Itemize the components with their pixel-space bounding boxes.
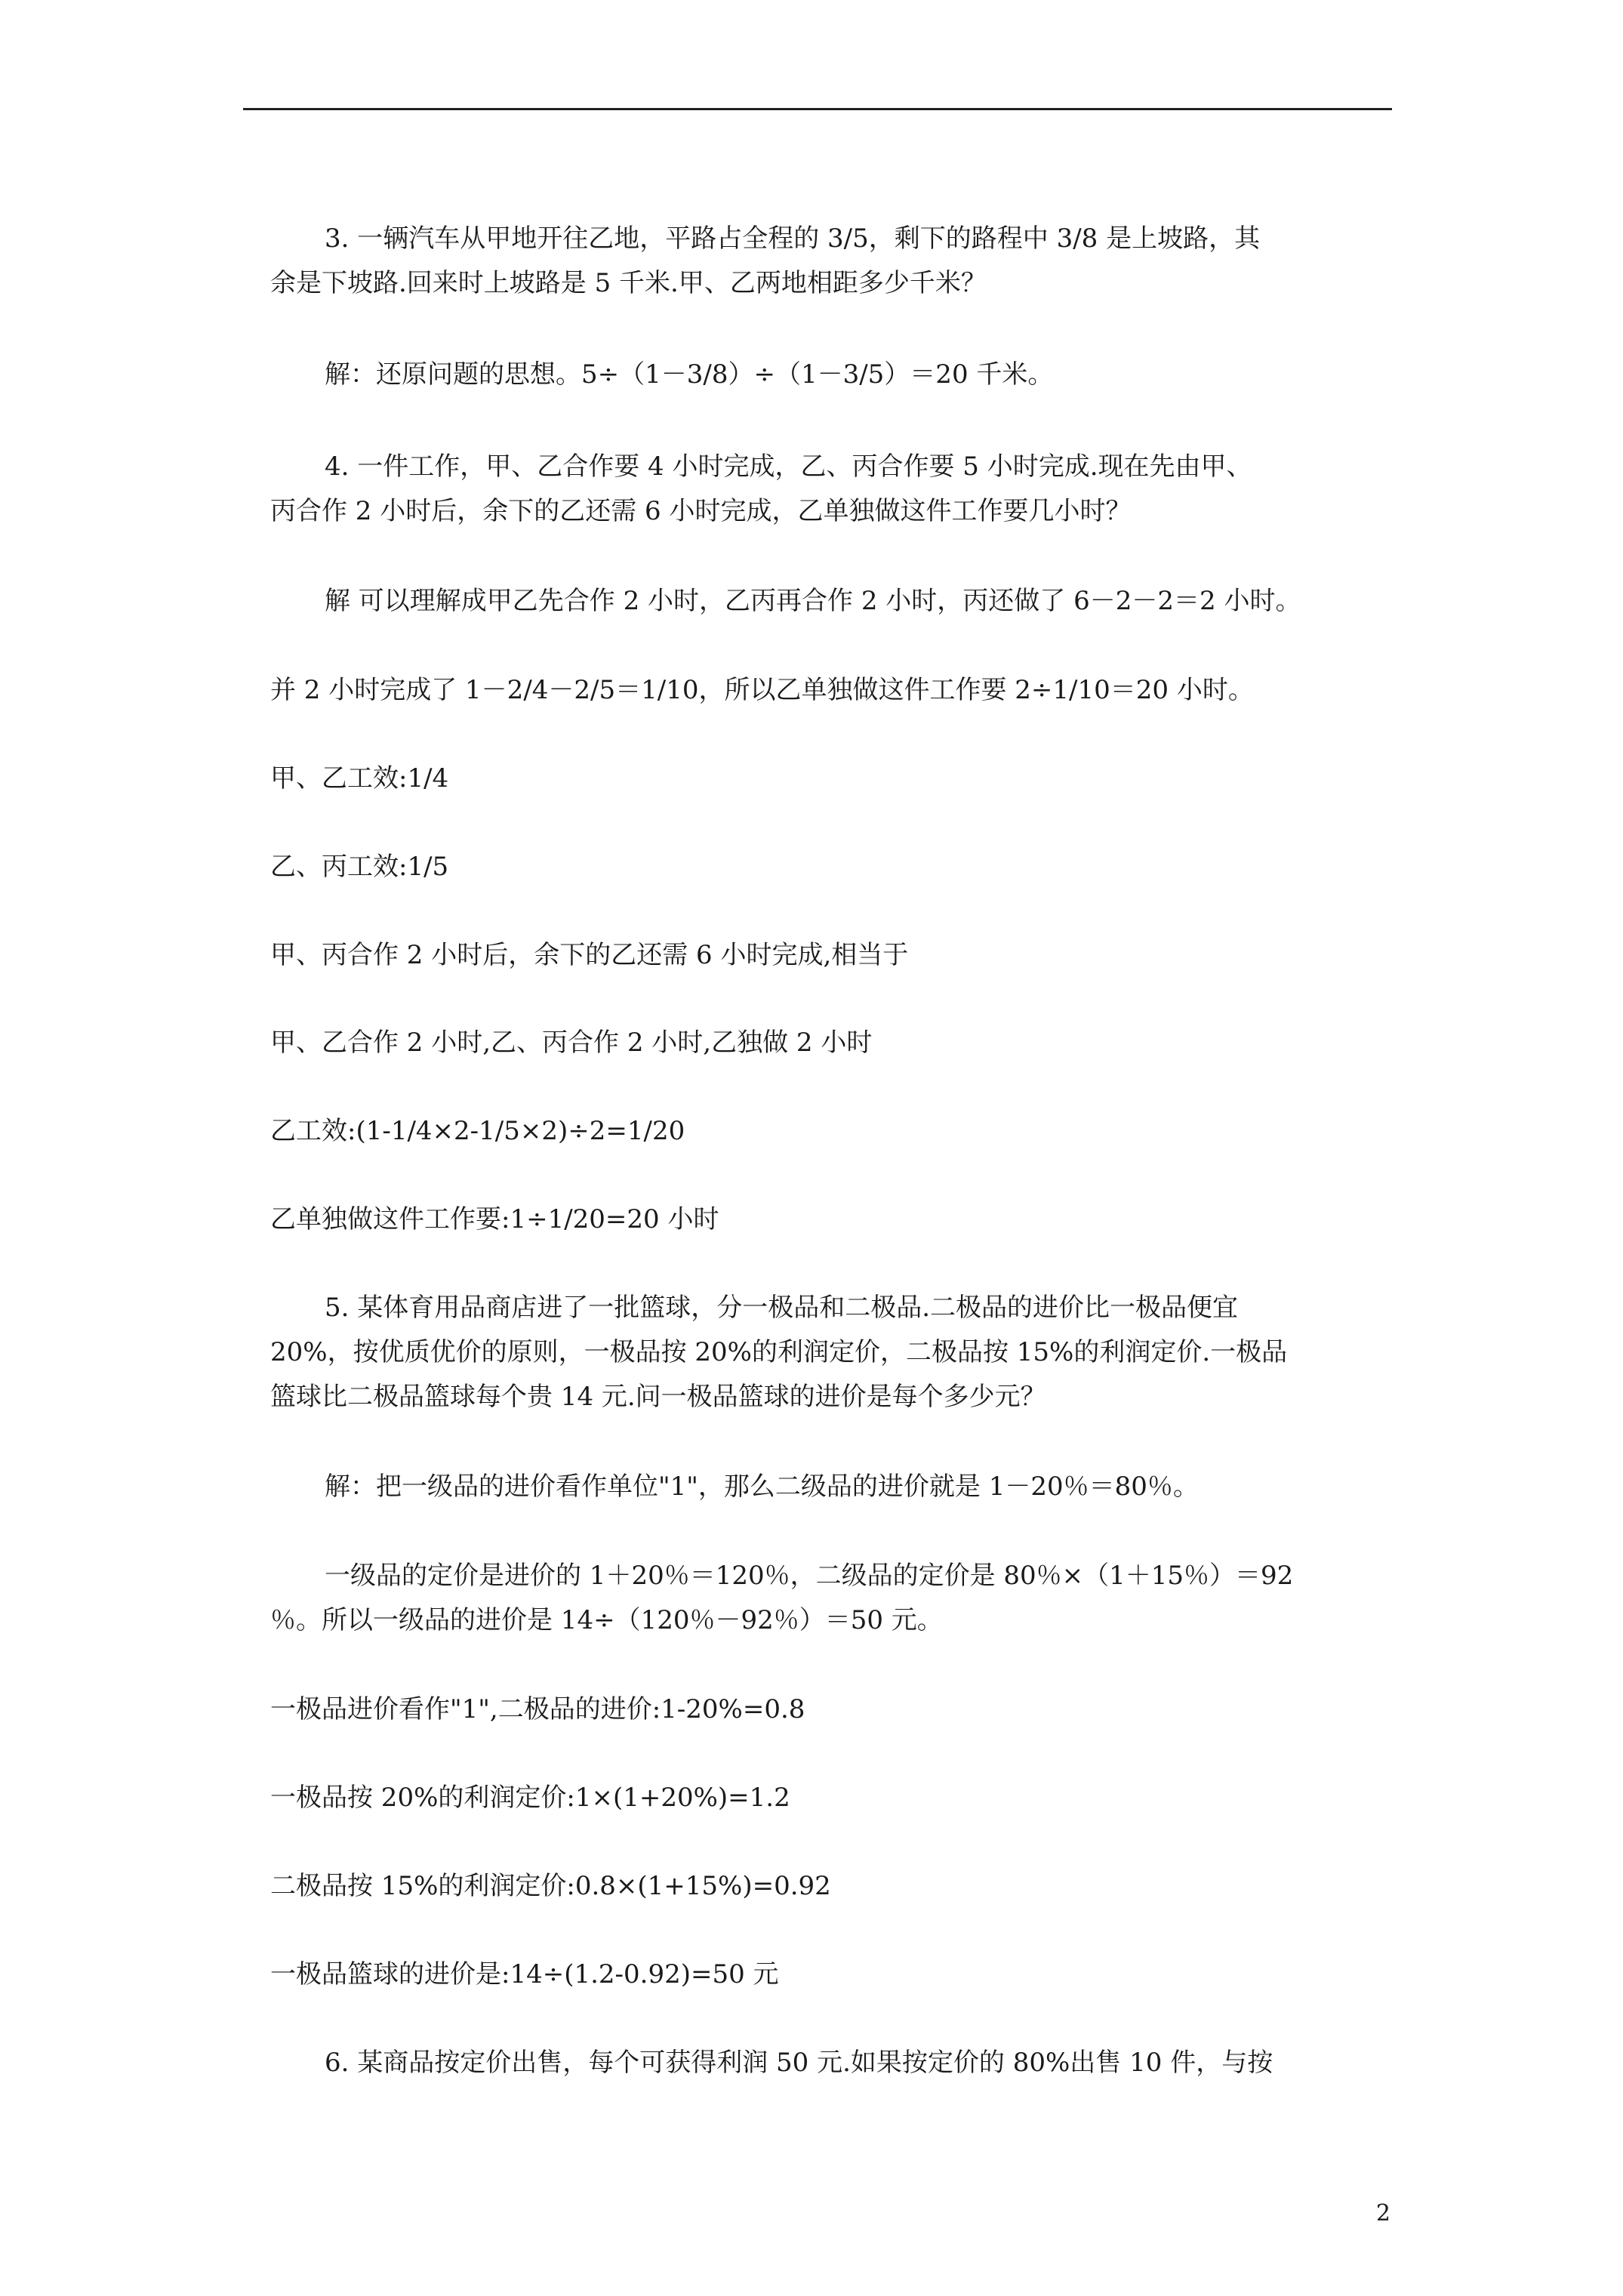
solution-5-step-3-text: 二极品按 15%的利润定价:0.8×(1+15%)=0.92 [270,1871,831,1901]
solution-4-line-1: 解 可以理解成甲乙先合作 2 小时，乙丙再合作 2 小时，丙还做了 6－2－2＝2 小时。 [325,586,1301,616]
solution-4-line-2: 并 2 小时完成了 1－2/4－2/5＝1/10，所以乙单独做这件工作要 2÷1/10＝20 小时。 [270,675,1254,705]
problem-5-line-2: 20%，按优质优价的原则，一极品按 20%的利润定价，二极品按 15%的利润定价.一极品 [270,1337,1288,1367]
solution-5-part-2-line-2: ％。所以一级品的进价是 14÷（120％－92％）＝50 元。 [270,1605,943,1635]
solution-4-step-2 [270,845,1380,889]
header-rule [243,108,1392,110]
problem-6-line-1: 6. 某商品按定价出售，每个可获得利润 50 元.如果按定价的 80%出售 10 件，与按 [325,2048,1273,2078]
solution-4-step-4 [270,1021,1380,1065]
solution-5-step-4-text: 一极品篮球的进价是:14÷(1.2-0.92)=50 元 [270,1959,779,1989]
page-number: 2 [1375,2200,1390,2227]
solution-4-step-6 [270,1197,1380,1242]
solution-4 [325,579,1434,624]
solution-4-step-3-text: 甲、丙合作 2 小时后，余下的乙还需 6 小时完成,相当于 [270,940,909,970]
solution-4-step-5-text: 乙工效:(1-1/4×2-1/5×2)÷2=1/20 [270,1116,685,1146]
problem-3-continued [270,261,1380,306]
solution-4-step-3 [270,933,1380,978]
solution-4-step-5 [270,1109,1380,1154]
solution-4-step-2-text: 乙、丙工效:1/5 [270,852,449,882]
problem-5-line-1: 5. 某体育用品商店进了一批篮球，分一极品和二极品.二极品的进价比一极品便宜 [325,1293,1239,1323]
solution-5-step-1-text: 一极品进价看作"1",二极品的进价:1-20%=0.8 [270,1694,805,1724]
problem-3-line-2: 余是下坡路.回来时上坡路是 5 千米.甲、乙两地相距多少千米？ [270,268,987,298]
problem-5 [325,1286,1434,1330]
problem-5-line-3: 篮球比二极品篮球每个贵 14 元.问一极品篮球的进价是每个多少元？ [270,1382,1046,1412]
solution-5-part-2 [325,1554,1434,1598]
solution-3 [325,353,1434,397]
problem-5-continued [270,1330,1380,1419]
problem-4-line-1: 4. 一件工作，甲、乙合作要 4 小时完成，乙、丙合作要 5 小时完成.现在先由甲、 [325,451,1252,482]
problem-6 [325,2041,1434,2085]
problem-3-line-1: 3. 一辆汽车从甲地开往乙地，平路占全程的 3/5，剩下的路程中 3/8 是上坡路，其 [325,223,1261,254]
solution-5-line-1: 解：把一级品的进价看作单位"1"，那么二级品的进价就是 1－20％＝80％。 [325,1472,1199,1502]
solution-4-step-1 [270,757,1380,801]
solution-5-step-2 [270,1776,1380,1820]
problem-4 [325,445,1434,489]
solution-5-part-2-line-1: 一级品的定价是进价的 1＋20％＝120％，二级品的定价是 80％×（1＋15％）＝92 [325,1561,1294,1591]
solution-4-step-1-text: 甲、乙工效:1/4 [270,763,449,794]
solution-5-step-3 [270,1864,1380,1909]
problem-3 [325,217,1434,261]
solution-4-step-4-text: 甲、乙合作 2 小时,乙、丙合作 2 小时,乙独做 2 小时 [270,1028,873,1058]
solution-4-part-2 [270,668,1380,713]
solution-5-part-2-continued [270,1598,1380,1643]
problem-4-continued [270,489,1380,534]
solution-4-step-6-text: 乙单独做这件工作要:1÷1/20=20 小时 [270,1204,719,1234]
solution-5-step-1 [270,1687,1380,1732]
problem-4-line-2: 丙合作 2 小时后，余下的乙还需 6 小时完成，乙单独做这件工作要几小时？ [270,496,1132,526]
solution-5-step-2-text: 一极品按 20%的利润定价:1×(1+20%)=1.2 [270,1783,790,1813]
solution-3-line-1: 解：还原问题的思想。5÷（1－3/8）÷（1－3/5）＝20 千米。 [325,359,1054,390]
solution-5-step-4 [270,1952,1380,1997]
solution-5 [325,1465,1434,1509]
